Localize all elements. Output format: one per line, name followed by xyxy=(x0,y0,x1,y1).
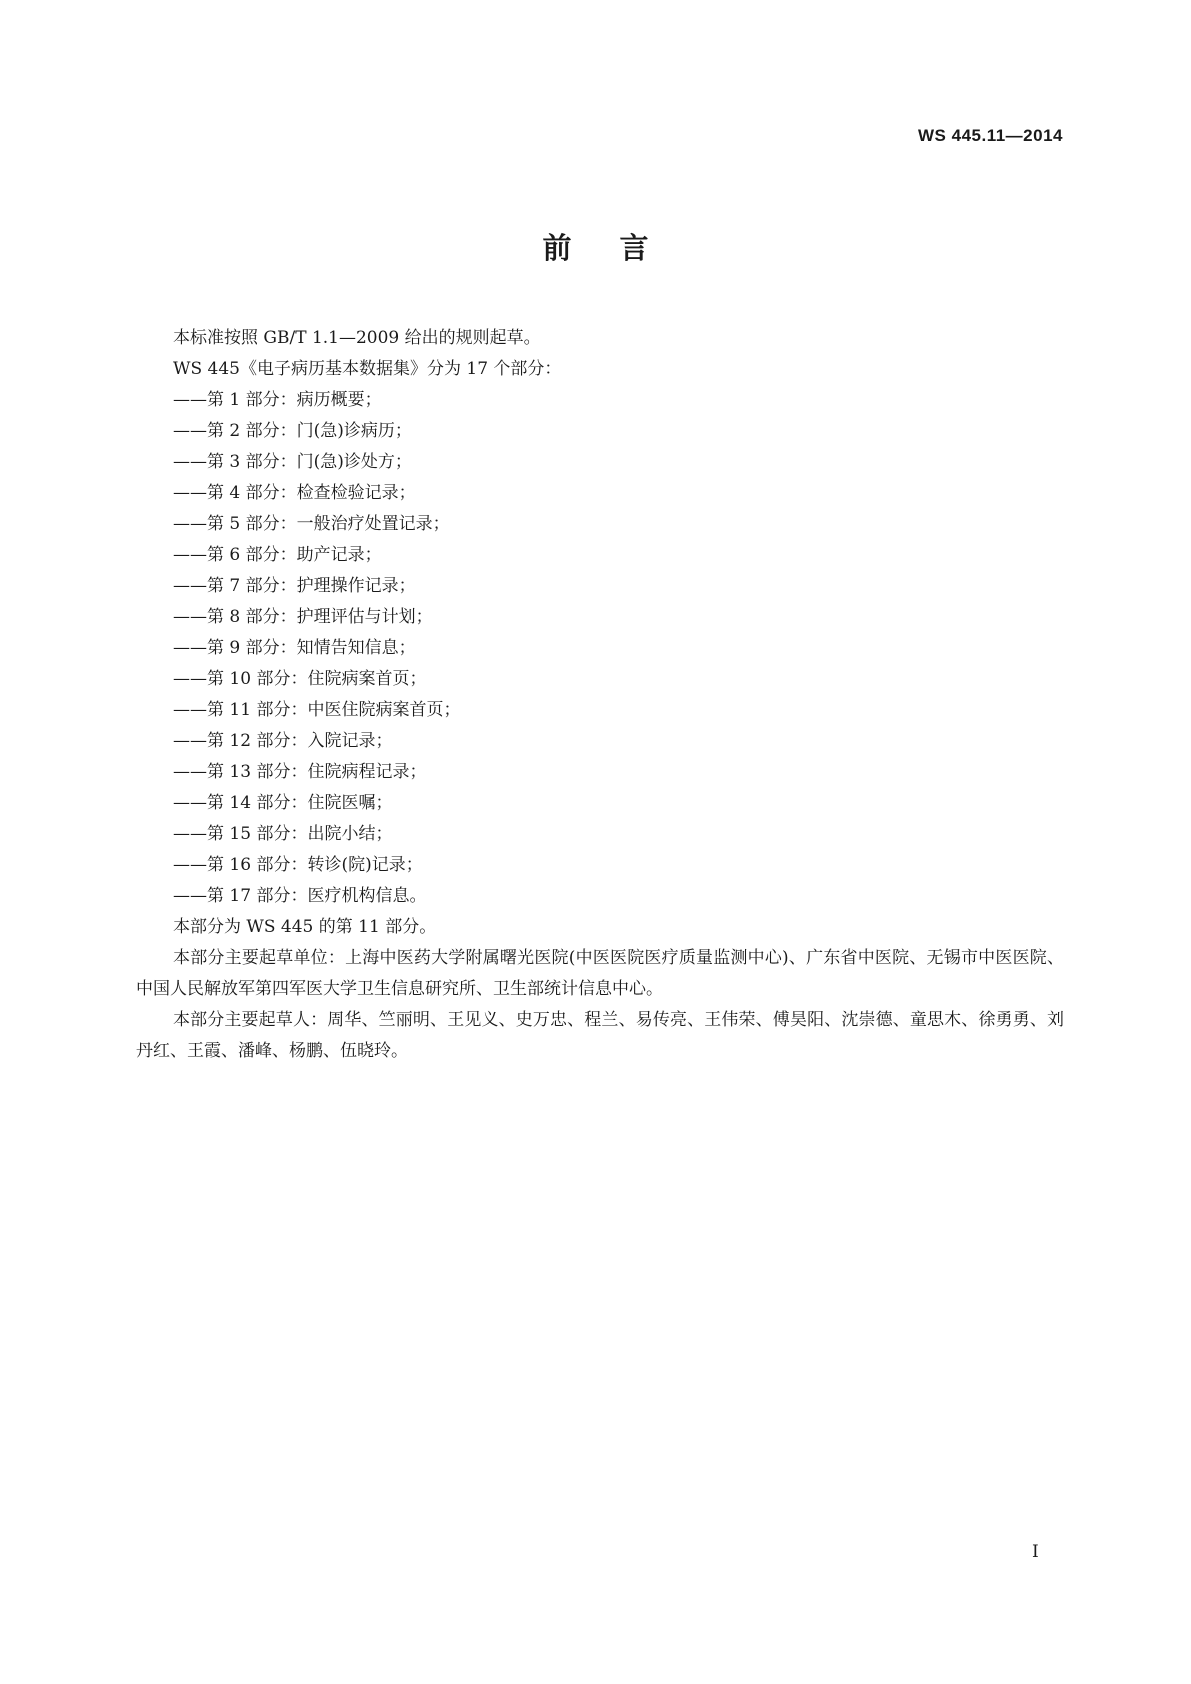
list-item: ——第 13 部分：住院病程记录； xyxy=(173,762,427,782)
list-item: ——第 8 部分：护理评估与计划； xyxy=(173,607,433,627)
foreword-body xyxy=(136,323,1064,1067)
page-number: I xyxy=(1032,1542,1039,1562)
standard-code: WS 445.11—2014 xyxy=(918,126,1063,145)
page-title: 前言 xyxy=(542,231,697,265)
list-item: ——第 10 部分：住院病案首页； xyxy=(173,669,427,689)
list-item: ——第 12 部分：入院记录； xyxy=(173,731,393,751)
paragraph-drafting-rules: 本标准按照 GB/T 1.1—2009 给出的规则起草。 xyxy=(173,328,541,348)
list-item: ——第 6 部分：助产记录； xyxy=(173,545,382,565)
list-item: ——第 4 部分：检查检验记录； xyxy=(173,483,416,503)
list-item: ——第 5 部分：一般治疗处置记录； xyxy=(173,514,450,534)
list-item: ——第 3 部分：门(急)诊处方； xyxy=(173,452,412,472)
paragraph-drafting-units: 本部分主要起草单位：上海中医药大学附属曙光医院(中医医院医疗质量监测中心)、广东省中医院、无锡市中医医院、中国人民解放军第四军医大学卫生信息研究所、卫生部统计信息中心。 xyxy=(136,948,1064,999)
list-item: ——第 1 部分：病历概要； xyxy=(173,390,382,410)
list-item: ——第 9 部分：知情告知信息； xyxy=(173,638,416,658)
paragraph-parts-intro: WS 445《电子病历基本数据集》分为 17 个部分： xyxy=(173,359,562,379)
parts-list xyxy=(136,385,1064,912)
paragraph-drafters: 本部分主要起草人：周华、竺丽明、王见义、史万忠、程兰、易传亮、王伟荣、傅昊阳、沈崇德、童思木、徐勇勇、刘丹红、王霞、潘峰、杨鹏、伍晓玲。 xyxy=(136,1010,1064,1061)
list-item: ——第 16 部分：转诊(院)记录； xyxy=(173,855,423,875)
list-item: ——第 17 部分：医疗机构信息。 xyxy=(173,886,427,906)
list-item: ——第 2 部分：门(急)诊病历； xyxy=(173,421,412,441)
list-item: ——第 15 部分：出院小结； xyxy=(173,824,393,844)
paragraph-part-statement: 本部分为 WS 445 的第 11 部分。 xyxy=(173,917,437,937)
list-item: ——第 11 部分：中医住院病案首页； xyxy=(173,700,461,720)
list-item: ——第 7 部分：护理操作记录； xyxy=(173,576,416,596)
list-item: ——第 14 部分：住院医嘱； xyxy=(173,793,393,813)
